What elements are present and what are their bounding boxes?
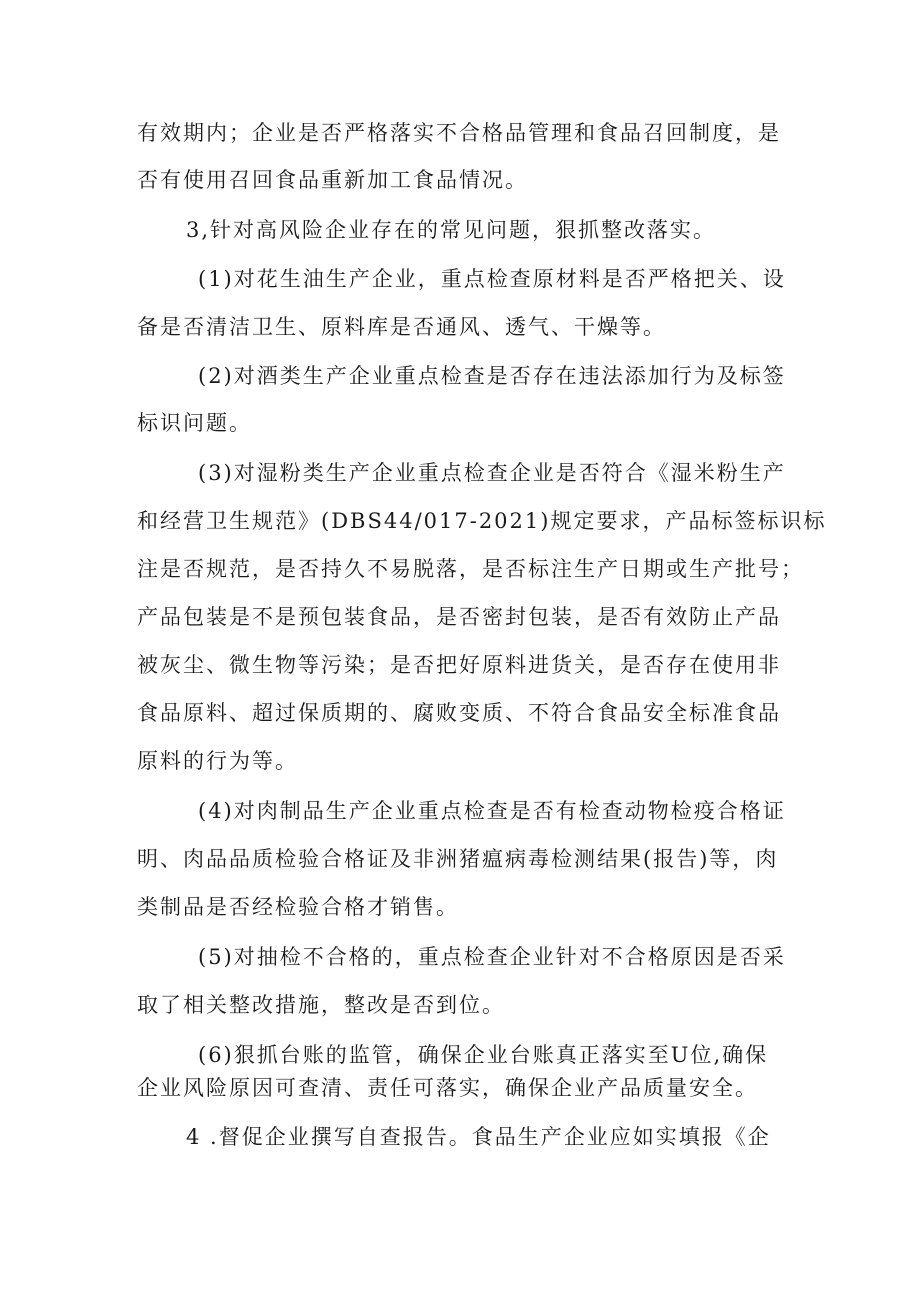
text-line: 被灰尘、微生物等污染；是否把好原料进货关，是否存在使用非 [137, 653, 781, 677]
text-line: 企业风险原因可查清、责任可落实，确保企业产品质量安全。 [137, 1076, 758, 1100]
text-line: (2)对酒类生产企业重点检查是否存在违法添加行为及标签 [198, 364, 786, 388]
text-line: 食品原料、超过保质期的、腐败变质、不符合食品安全标准食品 [137, 701, 781, 725]
text-line: (6)狠抓台账的监管，确保企业台账真正落实至U位,确保 [198, 1043, 769, 1067]
text-line: 和经营卫生规范》(DBS44/017-2021)规定要求，产品标签标识标 [137, 509, 827, 533]
text-line: 4 .督促企业撰写自查报告。食品生产企业应如实填报《企 [186, 1125, 771, 1149]
text-line: 3,针对高风险企业存在的常见问题，狠抓整改落实。 [186, 218, 717, 242]
text-line: (3)对湿粉类生产企业重点检查企业是否符合《湿米粉生产 [198, 461, 786, 485]
text-line: 取了相关整改措施，整改是否到位。 [137, 993, 505, 1017]
text-line: (4)对肉制品生产企业重点检查是否有检查动物检疫合格证 [198, 799, 786, 823]
text-line: 有效期内；企业是否严格落实不合格品管理和食品召回制度，是 [137, 121, 781, 145]
text-line: (1)对花生油生产企业，重点检查原材料是否严格把关、设 [198, 267, 786, 291]
text-line: 注是否规范，是否持久不易脱落，是否标注生产日期或生产批号； [137, 557, 804, 581]
text-line: 类制品是否经检验合格才销售。 [137, 895, 459, 919]
text-line: 标识问题。 [137, 411, 252, 435]
text-line: 原料的行为等。 [137, 749, 298, 773]
text-line: 备是否清洁卫生、原料库是否通风、透气、干燥等。 [137, 315, 666, 339]
text-line: 否有使用召回食品重新加工食品情况。 [137, 168, 528, 192]
text-line: 产品包装是不是预包装食品，是否密封包装，是否有效防止产品 [137, 605, 781, 629]
text-line: (5)对抽检不合格的，重点检查企业针对不合格原因是否采 [198, 945, 786, 969]
text-line: 明、肉品品质检验合格证及非洲猪瘟病毒检测结果(报告)等，肉 [137, 847, 779, 871]
